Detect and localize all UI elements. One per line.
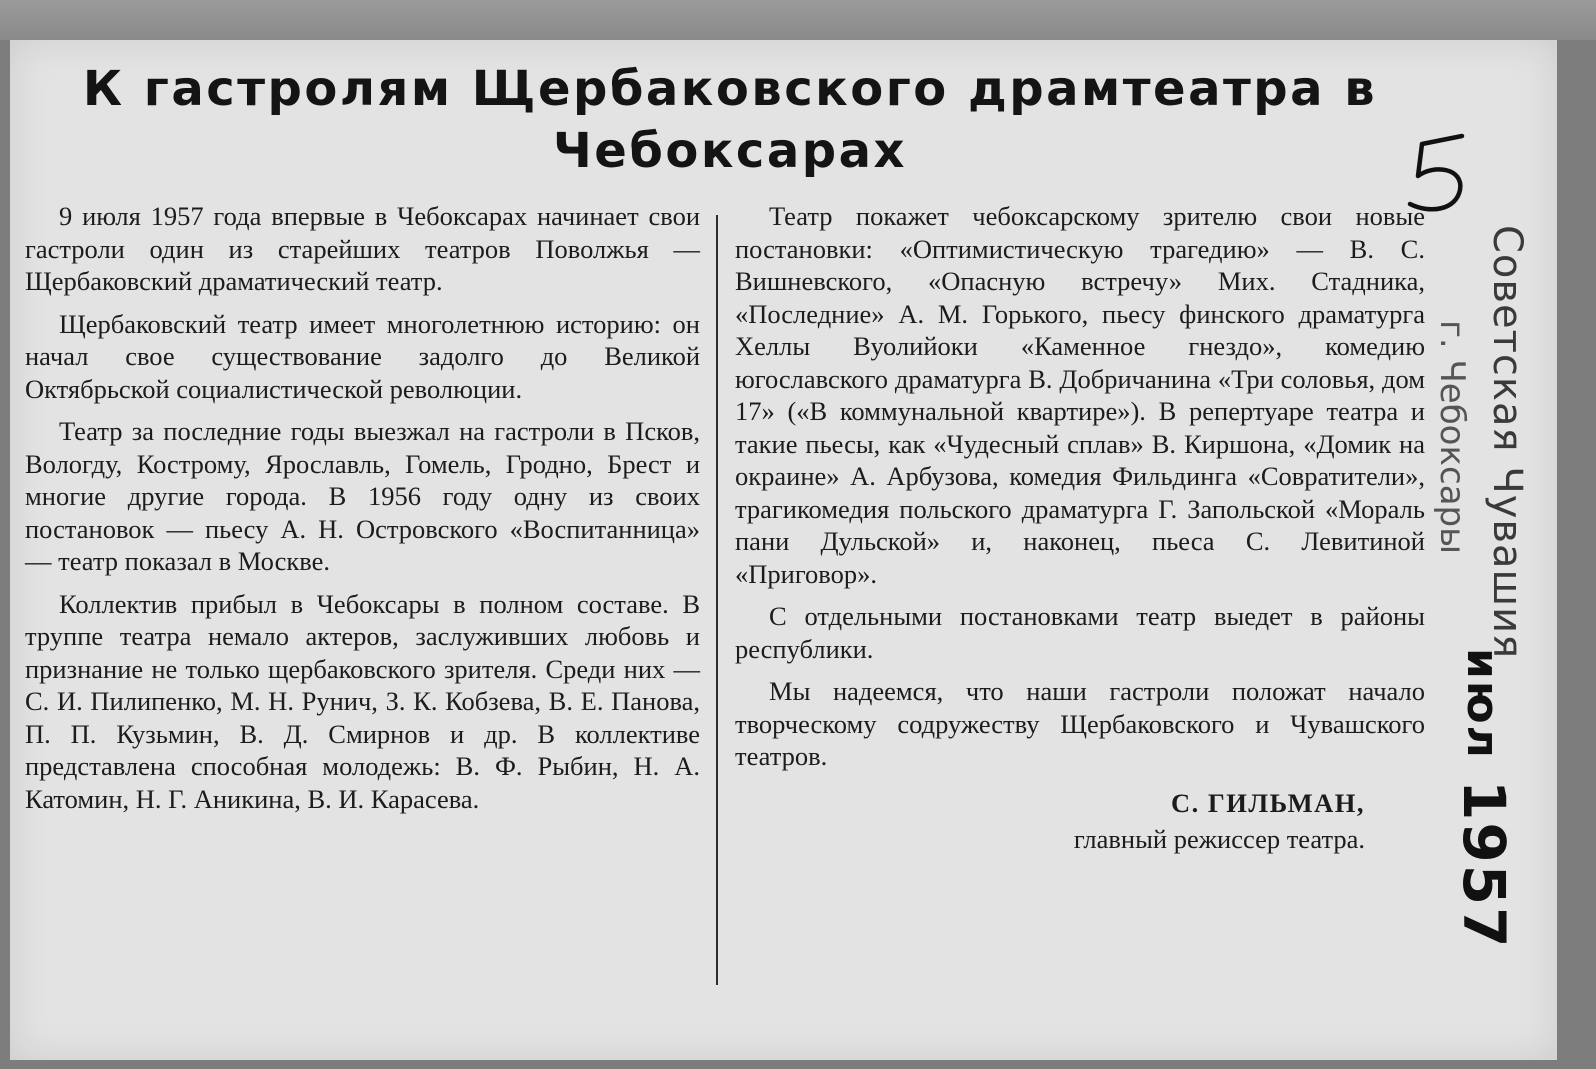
- paragraph: Театр за последние годы выезжал на гастроли в Псков, Вологду, Кострому, Ярославль, Гомель, Гродно, Брест и многие другие города. В 1956 году одну из своих постановок — пьесу А. Н. Островского «Воспитанница» — театр показал в Москве.: [25, 416, 700, 576]
- right-column: [735, 200, 1425, 856]
- scan-background: [0, 0, 1596, 40]
- stamp-date: июл: [1457, 648, 1508, 760]
- author-role: главный режиссер театра.: [1073, 824, 1365, 854]
- stamp-newspaper-name: Советская Чувашия: [1484, 225, 1530, 660]
- paragraph: Театр покажет чебоксарскому зрителю свои новые постановки: «Оптимистическую трагедию» — В. С. Вишневского, «Опасную встречу» Мих. Стадника, «Последние» А. М. Горького, пьесу финского драматурга Хеллы Вуолийоки «Каменное гнездо», комедию югославского драматурга В. Добричанина «Три соловья, дом 17» («В коммунальной квартире»). В репертуаре театра и такие пьесы, как «Чудесный сплав» В. Киршона, «Домик на окраине» А. Арбузова, комедия Фильдинга «Совратители», трагикомедия польского драматурга Г. Запольской «Мораль пани Дульской» и, наконец, пьеса С. Левитиной «Приговор».: [735, 201, 1425, 589]
- stamp-year: 1957: [1450, 780, 1518, 950]
- handwritten-number-5: [1400, 128, 1480, 218]
- paragraph: Мы надеемся, что наши гастроли положат начало творческому содружеству Щербаковского и Чувашского театров.: [735, 676, 1425, 771]
- column-divider: [716, 215, 718, 985]
- paragraph: Коллектив прибыл в Чебоксары в полном составе. В труппе театра немало актеров, заслуживших любовь и признание не только щербаковского зрителя. Среди них — С. И. Пилипенко, М. Н. Рунич, З. К. Кобзева, В. Е. Панова, П. П. Кузьмин, В. Д. Смирнов и др. В коллективе представлена способная молодежь: В. Ф. Рыбин, Н. А. Катомин, Н. Г. Аникина, В. И. Карасева.: [25, 588, 700, 814]
- paragraph: С отдельными постановками театр выедет в районы республики.: [735, 601, 1425, 664]
- paragraph: Щербаковский театр имеет многолетнюю историю: он начал свое существование задолго до Великой Октябрьской социалистической революции.: [25, 308, 700, 404]
- left-column: [25, 200, 700, 825]
- author-signature: С. ГИЛЬМАН,: [1171, 787, 1365, 818]
- stamp-city: г. Чебоксары: [1432, 320, 1472, 554]
- paragraph: 9 июля 1957 года впервые в Чебоксарах начинает свои гастроли один из старейших театров Поволжья — Щербаковский драматический театр.: [25, 201, 700, 296]
- article-headline: К гастролям Щербаковского драмтеатра в Чебоксарах: [82, 61, 1378, 179]
